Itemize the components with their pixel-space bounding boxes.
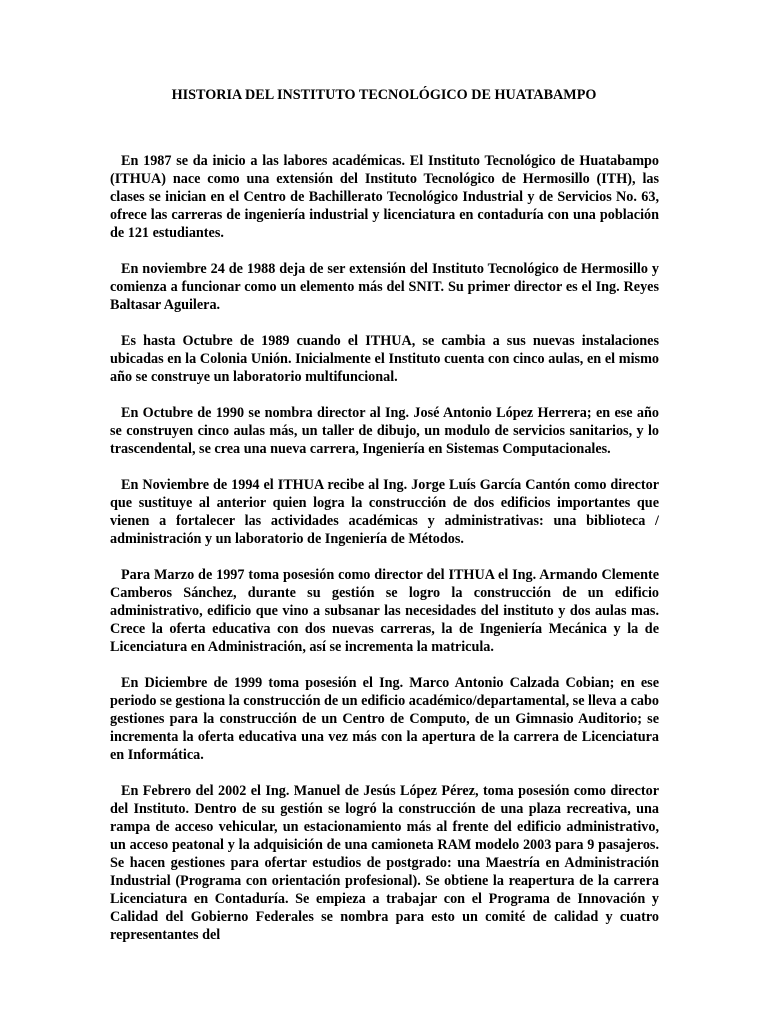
paragraph-1988: En noviembre 24 de 1988 deja de ser extensión del Instituto Tecnológico de Hermosillo y comienza a funcionar como un elemento más del SNIT. Su primer director es el Ing. Reyes Baltasar Aguilera.: [110, 261, 659, 313]
document-body: [110, 152, 659, 962]
paragraph-1987: En 1987 se da inicio a las labores académicas. El Instituto Tecnológico de Huatabampo (ITHUA) nace como una extensión del Instituto Tecnológico de Hermosillo (ITH), las clases se inician en el Centro de Bachillerato Tecnológico Industrial y de Servicios No. 63, ofrece las carreras de ingeniería industrial y licenciatura en contaduría con una población de 121 estudiantes.: [110, 153, 659, 241]
paragraph-1999: En Diciembre de 1999 toma posesión el Ing. Marco Antonio Calzada Cobian; en ese periodo se gestiona la construcción de un edificio académico/departamental, se lleva a cabo gestiones para la construcción de un Centro de Computo, de un Gimnasio Auditorio; se incrementa la oferta educativa una vez más con la apertura de la carrera de Licenciatura en Informática.: [110, 675, 659, 763]
paragraph-1994: En Noviembre de 1994 el ITHUA recibe al Ing. Jorge Luís García Cantón como director que sustituye al anterior quien logra la construcción de dos edificios importantes que vienen a fortalecer las actividades académicas y administrativas: una biblioteca / administración y un laboratorio de Ingeniería de Métodos.: [110, 477, 659, 547]
paragraph-2002: En Febrero del 2002 el Ing. Manuel de Jesús López Pérez, toma posesión como director del Instituto. Dentro de su gestión se logró la construcción de una plaza recreativa, una rampa de acceso vehicular, un estacionamiento más al frente del edificio administrativo, un acceso peatonal y la adquisición de una camioneta RAM modelo 2003 para 9 pasajeros. Se hacen gestiones para ofertar estudios de postgrado: una Maestría en Administración Industrial (Programa con orientación profesional). Se obtiene la reapertura de la carrera Licenciatura en Contaduría. Se empieza a trabajar con el Programa de Innovación y Calidad del Gobierno Federales se nombra para esto un comité de calidad y cuatro representantes del: [110, 783, 659, 943]
paragraph-1990: En Octubre de 1990 se nombra director al Ing. José Antonio López Herrera; en ese año se construyen cinco aulas más, un taller de dibujo, un modulo de servicios sanitarios, y lo trascendental, se crea una nueva carrera, Ingeniería en Sistemas Computacionales.: [110, 405, 659, 457]
paragraph-1989: Es hasta Octubre de 1989 cuando el ITHUA, se cambia a sus nuevas instalaciones ubicadas en la Colonia Unión. Inicialmente el Instituto cuenta con cinco aulas, en el mismo año se construye un laboratorio multifuncional.: [110, 333, 659, 385]
paragraph-1997: Para Marzo de 1997 toma posesión como director del ITHUA el Ing. Armando Clemente Camberos Sánchez, durante su gestión se logro la construcción de un edificio administrativo, edificio que vino a subsanar las necesidades del instituto y dos aulas mas. Crece la oferta educativa con dos nuevas carreras, la de Ingeniería Mecánica y la de Licenciatura en Administración, así se incrementa la matricula.: [110, 567, 659, 655]
document-title: HISTORIA DEL INSTITUTO TECNOLÓGICO DE HUATABAMPO: [171, 87, 597, 103]
